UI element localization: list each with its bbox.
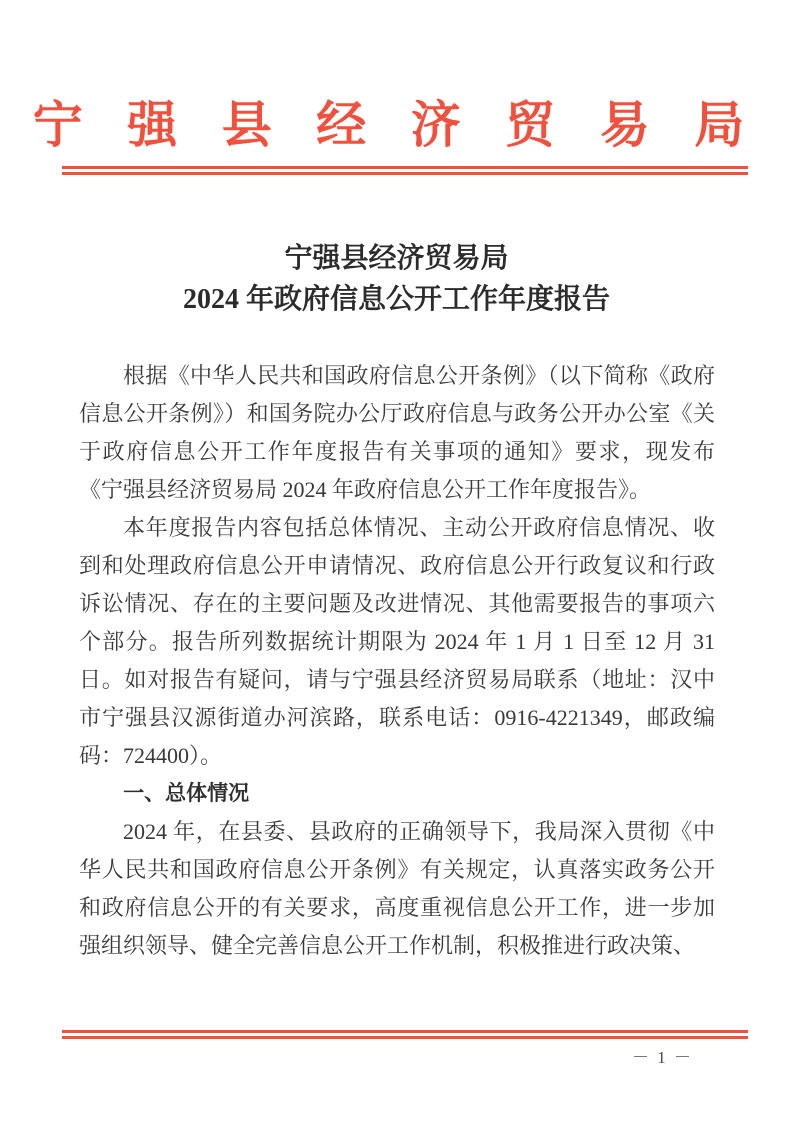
body-paragraph-section1: 2024 年，在县委、县政府的正确领导下，我局深入贯彻《中华人民共和国政府信息公开条例》有关规定，认真落实政务公开和政府信息公开的有关要求，高度重视信息公开工作，进一步加强组织领导、健全完善信息公开工作机制，积极推进行政决策、 [79, 819, 715, 958]
section-heading-overall-situation: 一、总体情况 [123, 782, 250, 805]
page-number: － 1 － [632, 1048, 693, 1067]
document-body [79, 357, 715, 965]
header-double-rule [62, 166, 748, 175]
header-rule-line-bottom [62, 172, 748, 175]
document-title-line-2: 2024 年政府信息公开工作年度报告 [182, 284, 610, 315]
body-paragraph-intro: 根据《中华人民共和国政府信息公开条例》（以下简称《政府信息公开条例》）和国务院办公厅政府信息与政务公开办公室《关于政府信息公开工作年度报告有关事项的通知》要求，现发布《宁强县经济贸易局 2024 年政府信息公开工作年度报告》。 [79, 363, 715, 502]
footer-rule-line-bottom [62, 1036, 748, 1039]
document-title [0, 238, 793, 320]
footer-double-rule [62, 1030, 748, 1039]
body-paragraph-overview: 本年度报告内容包括总体情况、主动公开政府信息情况、收到和处理政府信息公开申请情况、政府信息公开行政复议和行政诉讼情况、存在的主要问题及改进情况、其他需要报告的事项六个部分。报告所列数据统计期限为 2024 年 1 月 1 日至 12 月 31 日。如对报告有疑问，请与宁强县经济贸易局联系（地址：汉中市宁强县汉源街道办河滨路，联系电话：0916-4221349，邮政编码：724400）。 [79, 515, 715, 768]
agency-name: 宁 强 县 经 济 贸 易 局 [32, 97, 761, 153]
letterhead [0, 90, 793, 160]
document-title-line-1: 宁强县经济贸易局 [284, 243, 509, 274]
